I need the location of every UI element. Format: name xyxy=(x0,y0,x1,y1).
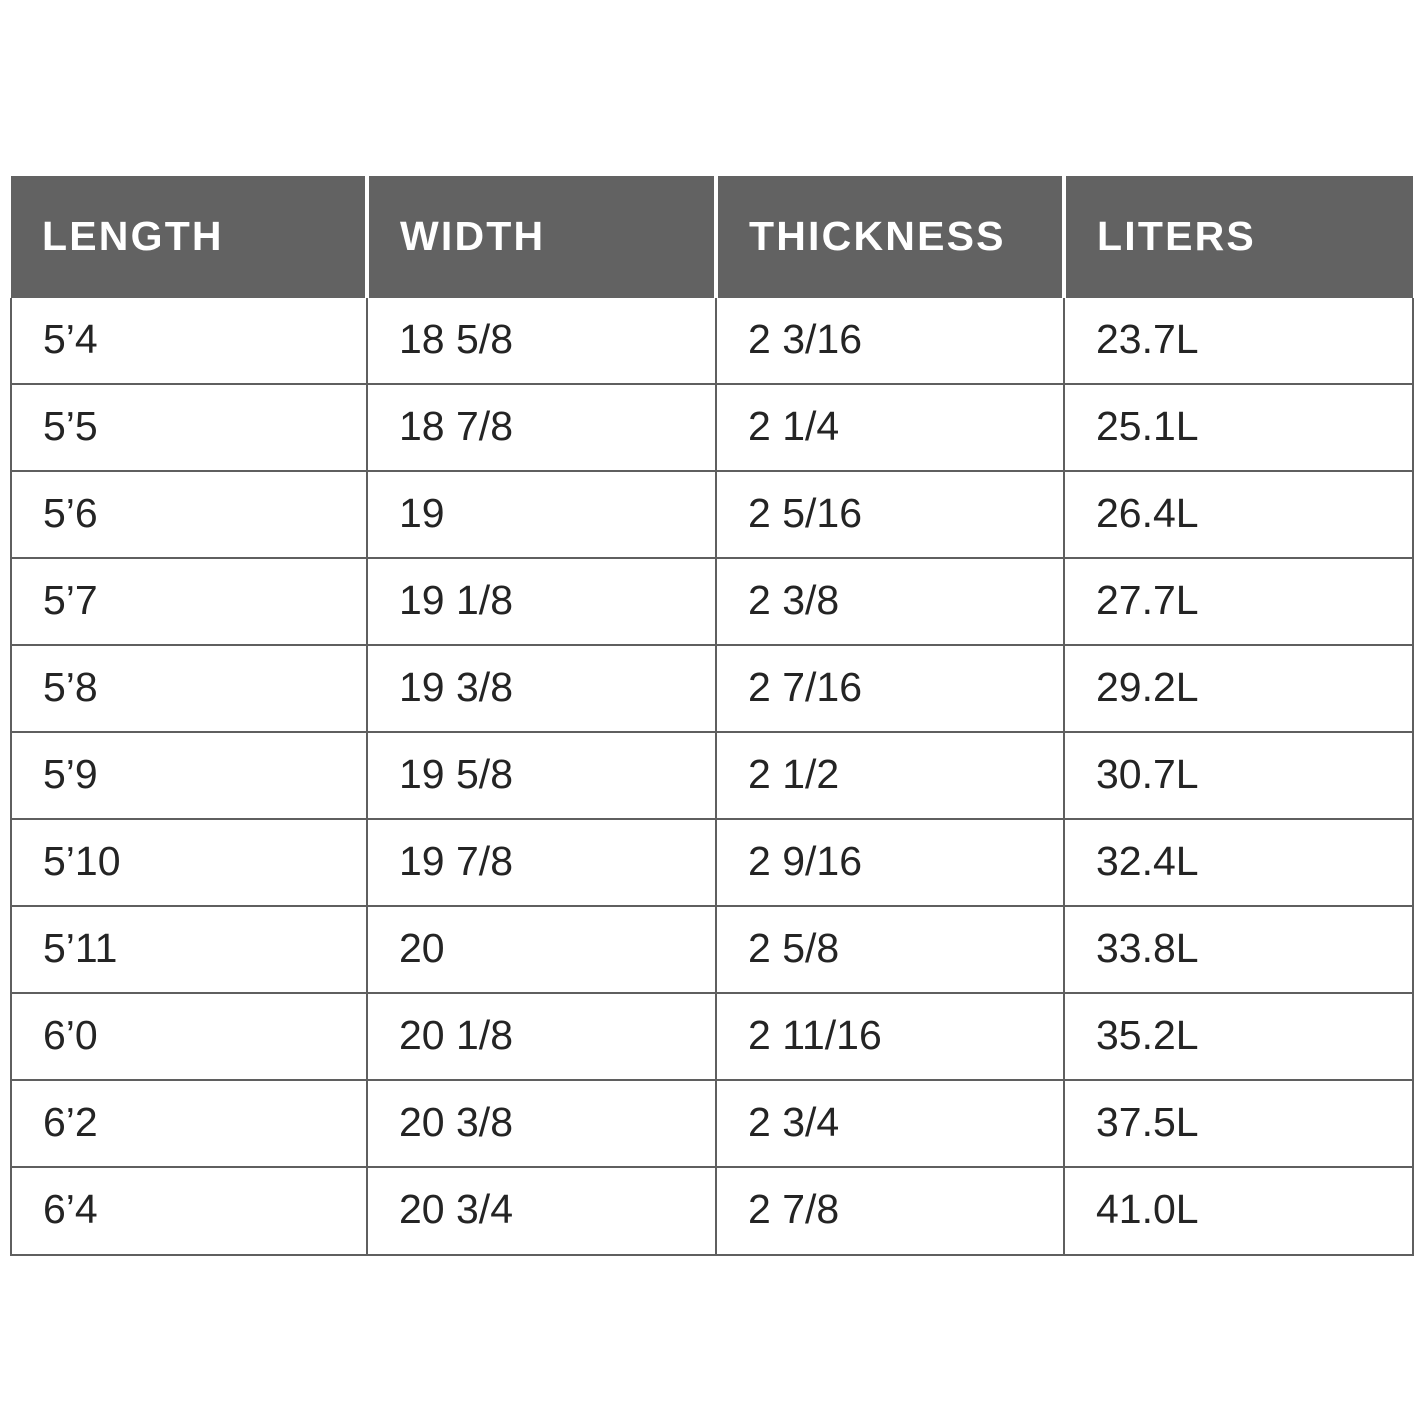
cell-thickness: 2 11/16 xyxy=(716,993,1064,1080)
cell-liters: 23.7L xyxy=(1064,298,1413,384)
cell-width: 19 5/8 xyxy=(367,732,716,819)
cell-width: 20 3/8 xyxy=(367,1080,716,1167)
cell-length: 5’8 xyxy=(11,645,367,732)
cell-liters: 41.0L xyxy=(1064,1167,1413,1254)
cell-liters: 37.5L xyxy=(1064,1080,1413,1167)
cell-thickness: 2 7/8 xyxy=(716,1167,1064,1254)
cell-width: 20 xyxy=(367,906,716,993)
cell-thickness: 2 1/4 xyxy=(716,384,1064,471)
cell-thickness: 2 3/16 xyxy=(716,298,1064,384)
table-row xyxy=(11,558,1413,645)
cell-thickness: 2 1/2 xyxy=(716,732,1064,819)
cell-length: 5’11 xyxy=(11,906,367,993)
table-row xyxy=(11,298,1413,384)
table-row xyxy=(11,732,1413,819)
cell-width: 19 1/8 xyxy=(367,558,716,645)
cell-thickness: 2 3/8 xyxy=(716,558,1064,645)
cell-width: 20 3/4 xyxy=(367,1167,716,1254)
column-header-length: LENGTH xyxy=(11,176,367,298)
table-row xyxy=(11,384,1413,471)
size-chart-table xyxy=(10,176,1414,1256)
cell-liters: 27.7L xyxy=(1064,558,1413,645)
cell-thickness: 2 7/16 xyxy=(716,645,1064,732)
cell-liters: 30.7L xyxy=(1064,732,1413,819)
cell-width: 19 3/8 xyxy=(367,645,716,732)
cell-length: 5’10 xyxy=(11,819,367,906)
column-header-width: WIDTH xyxy=(367,176,716,298)
cell-width: 19 xyxy=(367,471,716,558)
cell-length: 5’4 xyxy=(11,298,367,384)
cell-width: 18 5/8 xyxy=(367,298,716,384)
table-row xyxy=(11,906,1413,993)
cell-liters: 32.4L xyxy=(1064,819,1413,906)
column-header-thickness: THICKNESS xyxy=(716,176,1064,298)
cell-width: 19 7/8 xyxy=(367,819,716,906)
cell-liters: 29.2L xyxy=(1064,645,1413,732)
cell-width: 20 1/8 xyxy=(367,993,716,1080)
table-row xyxy=(11,819,1413,906)
cell-thickness: 2 5/16 xyxy=(716,471,1064,558)
cell-liters: 35.2L xyxy=(1064,993,1413,1080)
cell-length: 6’0 xyxy=(11,993,367,1080)
cell-width: 18 7/8 xyxy=(367,384,716,471)
cell-thickness: 2 5/8 xyxy=(716,906,1064,993)
size-chart-container xyxy=(10,176,1412,1256)
table-row xyxy=(11,471,1413,558)
cell-liters: 25.1L xyxy=(1064,384,1413,471)
column-header-liters: LITERS xyxy=(1064,176,1413,298)
table-header-row xyxy=(11,176,1413,298)
table-header xyxy=(11,176,1413,298)
table-row xyxy=(11,645,1413,732)
cell-length: 5’7 xyxy=(11,558,367,645)
cell-length: 6’2 xyxy=(11,1080,367,1167)
table-row xyxy=(11,993,1413,1080)
cell-liters: 26.4L xyxy=(1064,471,1413,558)
cell-thickness: 2 9/16 xyxy=(716,819,1064,906)
cell-length: 5’9 xyxy=(11,732,367,819)
table-body xyxy=(11,298,1413,1255)
table-row xyxy=(11,1167,1413,1254)
cell-length: 5’5 xyxy=(11,384,367,471)
table-row xyxy=(11,1080,1413,1167)
cell-liters: 33.8L xyxy=(1064,906,1413,993)
cell-length: 6’4 xyxy=(11,1167,367,1254)
cell-length: 5’6 xyxy=(11,471,367,558)
cell-thickness: 2 3/4 xyxy=(716,1080,1064,1167)
